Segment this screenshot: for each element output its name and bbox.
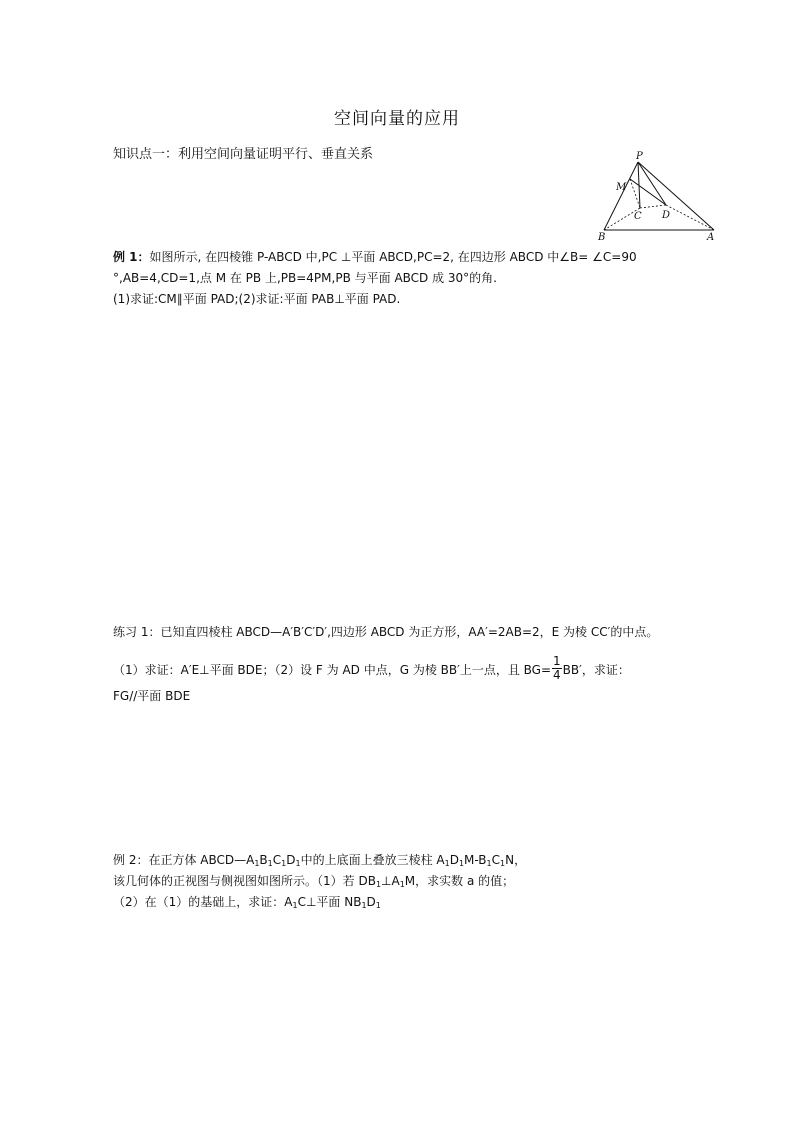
example1-label: 例 1： — [113, 250, 150, 264]
example2-line1 — [113, 852, 526, 868]
sub: 1 — [254, 859, 260, 868]
ex2-t1i: N， — [505, 853, 527, 867]
sub: 1 — [292, 901, 298, 910]
sub: 1 — [267, 859, 273, 868]
label-B: B — [598, 232, 606, 243]
sub: 1 — [375, 880, 382, 889]
sub: 1 — [500, 859, 506, 868]
pyramid-diagram — [596, 148, 720, 244]
exercise1-line2 — [113, 654, 630, 684]
ex2-t2c: M，求实数 a 的值； — [404, 874, 515, 888]
edge-PA — [638, 162, 714, 230]
exercise1-line1: 练习 1：已知直四棱柱 ABCD—A′B′C′D′,四边形 ABCD 为正方形，AA′=2AB=2，E 为棱 CC′的中点。 — [113, 625, 659, 639]
label-A: A — [707, 232, 715, 243]
example1-line3: (1)求证:CM∥平面 PAD;(2)求证:平面 PAB⊥平面 PAD. — [113, 292, 401, 306]
ex2-t1f: D — [449, 853, 459, 867]
sub: 1 — [399, 880, 405, 889]
exercise1-text-b: BB′，求证： — [562, 663, 630, 677]
sub: 1 — [281, 859, 287, 868]
ex2-t1b: B — [259, 853, 268, 867]
edge-MD — [630, 179, 666, 205]
fraction-one-quarter — [552, 655, 562, 682]
page-title: 空间向量的应用 — [334, 109, 460, 129]
exercise1-line3: FG//平面 BDE — [113, 689, 191, 703]
example1-line1 — [113, 249, 637, 265]
sub: 1 — [295, 859, 301, 868]
ex2-t3a: （2）在（1）的基础上，求证：A — [113, 895, 293, 909]
ex2-t3c: D — [366, 895, 376, 909]
label-P: P — [636, 151, 643, 162]
ex2-t1h: C — [491, 853, 501, 867]
ex2-t1e: 中的上底面上叠放三棱柱 A — [300, 853, 445, 867]
exercise1-text-a: （1）求证：A′E⊥平面 BDE；（2）设 F 为 AD 中点，G 为棱 BB′上一点，且 BG= — [113, 663, 552, 677]
example2-line2 — [113, 873, 514, 889]
sub: 1 — [375, 901, 381, 910]
sub: 1 — [444, 859, 450, 868]
ex2-t1a: 例 2：在正方体 ABCD—A — [113, 853, 255, 867]
ex2-t1d: D — [286, 853, 296, 867]
sub: 1 — [361, 901, 367, 910]
ex2-t1g: M-B — [464, 853, 487, 867]
fraction-numerator: 1 — [553, 654, 561, 668]
example2-line3 — [113, 894, 381, 910]
section-heading: 知识点一：利用空间向量证明平行、垂直关系 — [113, 147, 374, 162]
label-D: D — [662, 210, 671, 221]
label-C: C — [634, 211, 642, 222]
fraction-denominator: 4 — [553, 668, 561, 682]
sub: 1 — [486, 859, 492, 868]
example1-line2: °,AB=4,CD=1,点 M 在 PB 上,PB=4PM,PB 与平面 ABCD 成 30°的角. — [113, 271, 498, 285]
example1-text1: 如图所示, 在四棱锥 P-ABCD 中,PC ⊥平面 ABCD,PC=2, 在四边形 ABCD 中∠B= ∠C=90 — [149, 250, 637, 264]
edge-CD — [640, 205, 666, 208]
label-M: M — [616, 182, 627, 193]
ex2-t2b: ⊥A — [381, 874, 400, 888]
diagram-edges — [604, 162, 714, 230]
sub: 1 — [458, 859, 465, 868]
ex2-t3b: C⊥平面 NB — [297, 895, 362, 909]
ex2-t1c: C — [272, 853, 282, 867]
edge-PB — [604, 162, 638, 230]
ex2-t2a: 该几何体的正视图与侧视图如图所示。（1）若 DB — [113, 874, 376, 888]
